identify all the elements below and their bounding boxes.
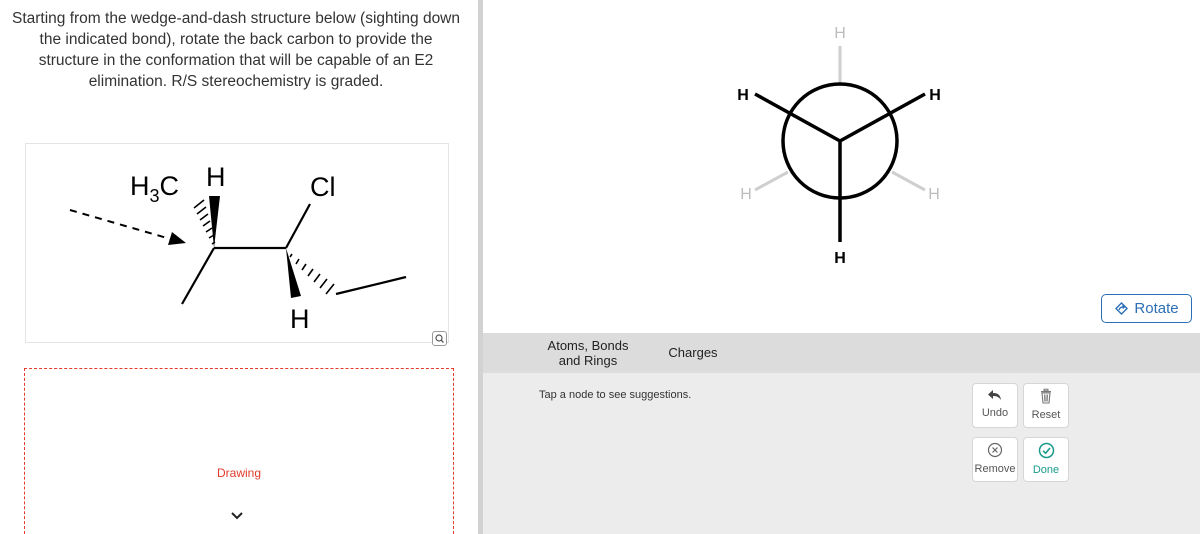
question-text: Starting from the wedge-and-dash structure below (sighting down the indicated bond), rotate the back carbon to provide the structure in the conformation that will be capable of an E2 elimination. R/S stereochemistry is graded. — [11, 10, 461, 90]
done-label: Done — [1032, 464, 1060, 476]
wedge-bond-h — [209, 196, 220, 248]
newman-projection[interactable] — [483, 0, 1200, 333]
front-right-h[interactable]: H — [929, 87, 941, 104]
undo-arrow-icon — [986, 388, 1004, 402]
back-bond-left — [755, 172, 788, 190]
h3c-label: $H_3C$ — [130, 171, 180, 206]
bond-right — [336, 277, 406, 294]
sighting-arrow-head — [168, 232, 186, 245]
wedge-bond-h-back — [286, 248, 301, 298]
done-button[interactable] — [1023, 437, 1069, 482]
bond-cl — [286, 204, 310, 248]
hint-text: Tap a node to see suggestions. — [539, 389, 692, 401]
back-right-h[interactable]: H — [928, 186, 940, 203]
editor-toolbar — [483, 333, 1200, 534]
remove-button[interactable] — [972, 437, 1018, 482]
sighting-arrow-line — [70, 210, 174, 240]
rotate-label: Rotate — [1134, 300, 1179, 317]
question-panel — [0, 0, 478, 534]
bond-left — [182, 248, 214, 304]
chevron-down-icon[interactable] — [230, 511, 244, 521]
wedge-dash-structure — [25, 143, 449, 343]
check-circle-icon — [1038, 442, 1055, 459]
rotate-icon — [1114, 301, 1129, 316]
wedge-dash-drawing — [26, 144, 450, 344]
back-top-h[interactable]: H — [834, 25, 846, 42]
h-bottom-label: H — [290, 304, 310, 334]
cl-label: Cl — [310, 172, 336, 202]
zoom-button[interactable] — [432, 331, 447, 346]
undo-label: Undo — [981, 407, 1009, 419]
newman-editor-panel — [483, 0, 1200, 534]
magnifier-icon — [433, 332, 446, 345]
reset-button[interactable] — [1023, 383, 1069, 428]
drawing-area[interactable] — [24, 368, 454, 534]
tabs-bar — [483, 333, 1200, 373]
remove-label: Remove — [974, 463, 1016, 475]
undo-button[interactable] — [972, 383, 1018, 428]
tab-atoms-bonds-rings[interactable]: Atoms, Bonds and Rings — [547, 338, 629, 368]
drawing-label: Drawing — [216, 466, 261, 480]
tab-charges[interactable]: Charges — [668, 345, 718, 360]
rotate-button[interactable] — [1101, 294, 1192, 323]
back-bond-right — [892, 172, 925, 190]
back-left-h[interactable]: H — [740, 186, 752, 203]
reset-label: Reset — [1031, 409, 1061, 421]
h-top-label: H — [206, 162, 226, 192]
front-bottom-h[interactable]: H — [834, 250, 846, 267]
front-left-h[interactable]: H — [737, 87, 749, 104]
trash-icon — [1038, 388, 1054, 404]
remove-circle-x-icon — [987, 442, 1003, 458]
